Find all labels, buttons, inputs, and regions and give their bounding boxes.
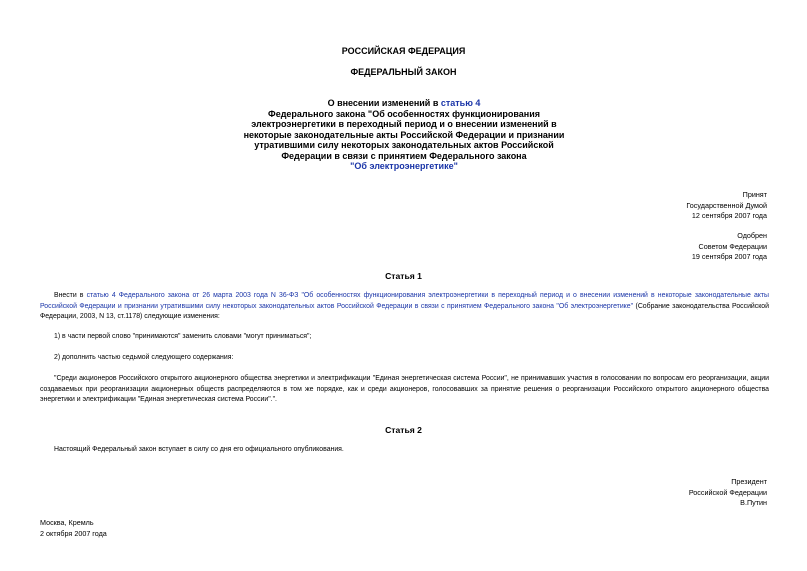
adopted-label: Принят bbox=[742, 190, 767, 199]
article2-heading: Статья 2 bbox=[385, 425, 422, 435]
adopted-date: 12 сентября 2007 года bbox=[691, 211, 767, 220]
article1-law-link[interactable]: статью 4 Федерального закона от 26 марта 2003 года N 36-ФЗ "Об особенностях функционирования электроэнергетики в переходный период и о внесении изменений в некоторые законодательные акты Российской Федерации и признании утратившими силу некоторых законодательных актов Российской Федерации в связи с принятием Федерального закона "Об электроэнергетике" bbox=[40, 292, 769, 310]
adopted-body: Государственной Думой bbox=[686, 200, 767, 210]
article1-item2: 2) дополнить частью седьмой следующего содержания: bbox=[54, 354, 234, 361]
article1-intro-before: Внести в bbox=[54, 292, 87, 299]
signature-title: Президент bbox=[731, 477, 767, 486]
article1-heading: Статья 1 bbox=[385, 271, 422, 281]
title-prefix: О внесении изменений в bbox=[327, 98, 441, 108]
place: Москва, Кремль bbox=[40, 518, 94, 527]
doc-type-heading: ФЕДЕРАЛЬНЫЙ ЗАКОН bbox=[350, 67, 457, 77]
article1-intro-after: (Собрание законодательства Российской Федерации, 2003, N 13, ст.1178) следующие изменения: bbox=[40, 302, 769, 321]
article1-item1: 1) в части первой слово "принимаются" заменить словами "могут приниматься"; bbox=[54, 333, 312, 340]
title-law-link[interactable]: "Об электроэнергетике" bbox=[350, 161, 458, 171]
signature-name: В.Путин bbox=[740, 498, 767, 507]
signature-block bbox=[689, 477, 767, 509]
article2-text: Настоящий Федеральный закон вступает в силу со дня его официального опубликования. bbox=[54, 446, 344, 453]
title-body: Федерального закона "Об особенностях функционирования электроэнергетики в переходный период и о внесении изменений в некоторые законодательные акты Российской Федерации и признании утратившими силу некоторых законодательных актов Российской Федерации в связи с принятием Федерального закона bbox=[243, 108, 565, 161]
adopted-block bbox=[686, 190, 767, 222]
approved-block bbox=[692, 231, 767, 263]
article1-intro bbox=[40, 291, 769, 323]
article1-quote: "Среди акционеров Российского открытого акционерного общества энергетики и электрификации "Единая энергетическая система России", не принимавших участия в голосовании по вопросам его реорганизации, акции создаваемых при реорганизации акционерных обществ распределяются в том же порядке, как и среди акционеров, голосовавших за принятие решения о реорганизации Российского открытого акционерного общества энергетики и электрификации "Единая энергетическая система России".". bbox=[40, 375, 769, 404]
signature-country: Российской Федерации bbox=[688, 487, 767, 497]
approved-date: 19 сентября 2007 года bbox=[691, 252, 767, 261]
signing-date: 2 октября 2007 года bbox=[40, 528, 107, 538]
law-title bbox=[228, 98, 580, 172]
approved-body: Советом Федерации bbox=[698, 241, 767, 251]
place-date-block bbox=[40, 518, 107, 539]
approved-label: Одобрен bbox=[737, 231, 767, 240]
country-heading: РОССИЙСКАЯ ФЕДЕРАЦИЯ bbox=[341, 46, 466, 56]
title-article-link[interactable]: статью 4 bbox=[440, 98, 481, 108]
